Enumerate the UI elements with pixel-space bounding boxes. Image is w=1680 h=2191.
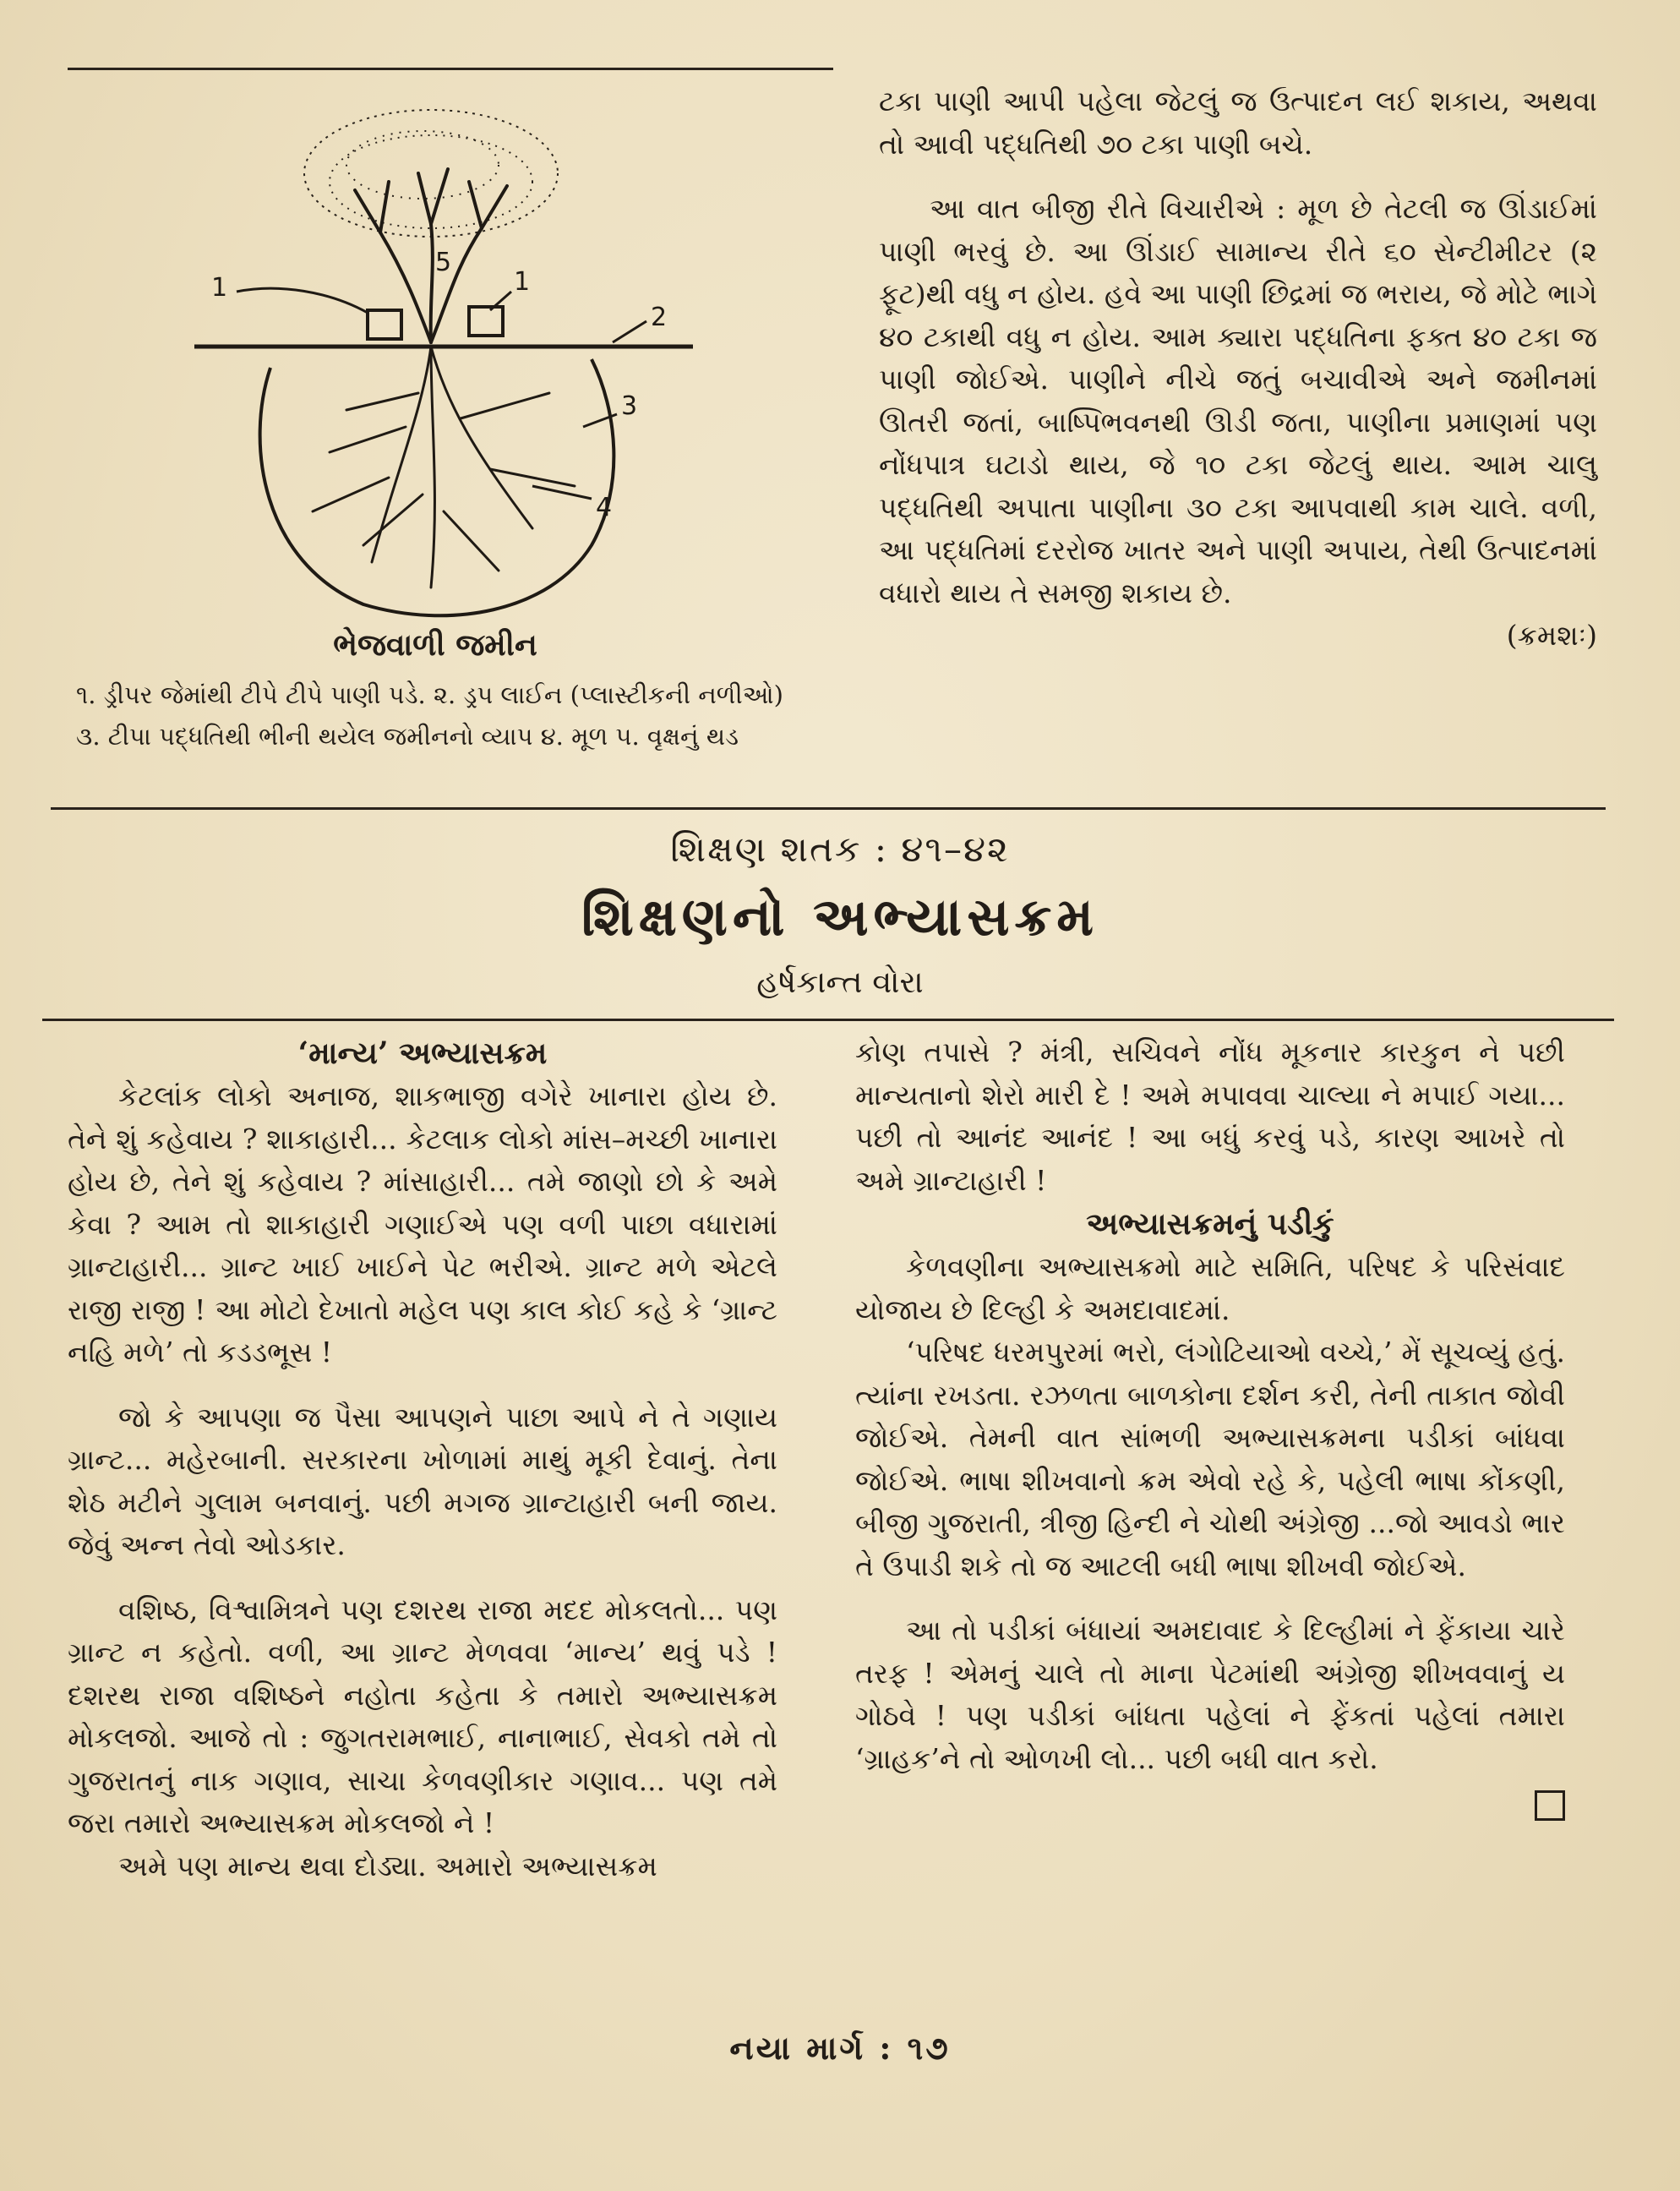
fig-label-4: 4	[596, 493, 613, 522]
section-heading-manya: ‘માન્ય’ અભ્યાસક્રમ	[297, 1035, 548, 1071]
figure-title: ભેજવાળી જમીન	[333, 627, 537, 663]
fig-label-2: 2	[651, 303, 668, 332]
fig-label-1a: 1	[211, 273, 228, 303]
left-paragraph-4: અમે પણ માન્ય થવા દોડ્યા. અમારો અભ્યાસક્રમ	[118, 1849, 657, 1882]
fig-label-3: 3	[621, 391, 638, 421]
series-heading: શિક્ષણ શતક : ૪૧–૪૨	[670, 828, 1010, 870]
continued-marker: (ક્રમશઃ)	[1506, 619, 1597, 652]
page-footer: નયા માર્ગ : ૧૭	[729, 2029, 951, 2067]
section-heading-padiku: અભ્યાસક્રમનું પડીકું	[1086, 1206, 1334, 1242]
continuation-column	[879, 80, 1597, 658]
drip-irrigation-illustration	[177, 89, 701, 621]
end-of-article-mark	[1535, 1790, 1565, 1821]
right-paragraph-4: આ તો પડીકાં બંધાયાં અમદાવાદ કે દિલ્હીમાં ને ફેંકાયા ચારે તરફ ! એમનું ચાલે તો માના પેટમાંથી અંગ્રેજી શીખવવાનું ય ગોઠવે ! પણ પડીકાં બાંધતા પહેલાં ને ફેંકતાં પહેલાં તમારા ‘ગ્રાહક’ને તો ઓળખી લો... પછી બધી વાત કરો.	[855, 1614, 1565, 1775]
left-paragraph-3: વશિષ્ઠ, વિશ્વામિત્રને પણ દશરથ રાજા મદદ મોકલતો... પણ ગ્રાન્ટ ન કહેતો. વળી, આ ગ્રાન્ટ મેળવવા ‘માન્ય’ થવું પડે ! દશરથ રાજા વશિષ્ઠને નહોતા કહેતા કે તમારો અભ્યાસક્રમ મોકલજો. આજે તો : જુગતરામભાઈ, નાનાભાઈ, સેવકો તમે તો ગુજરાતનું નાક ગણાવ, સાચા કેળવણીકાર ગણાવ... પણ તમે જરા તમારો અભ્યાસક્રમ મોકલજો ને !	[68, 1593, 777, 1839]
fig-label-1b: 1	[514, 267, 531, 297]
article-right-column	[855, 1031, 1565, 1821]
left-paragraph-1: કેટલાંક લોકો અનાજ, શાકભાજી વગેરે ખાનારા હોય છે. તેને શું કહેવાય ? શાકાહારી... કેટલાક લોકો માંસ–મચ્છી ખાનારા હોય છે, તેને શું કહેવાય ? માંસાહારી... તમે જાણો છો કે અમે કેવા ? આમ તો શાકાહારી ગણાઈએ પણ વળી પાછા વધારામાં ગ્રાન્ટાહારી... ગ્રાન્ટ ખાઈ ખાઈને પેટ ભરીએ. ગ્રાન્ટ મળે એટલે રાજી રાજી ! આ મોટો દેખાતો મહેલ પણ કાલ કોઈ કહે કે ‘ગ્રાન્ટ નહિ મળે’ તો કડડભૂસ !	[68, 1079, 777, 1369]
continuation-paragraph-2: આ વાત બીજી રીતે વિચારીએ : મૂળ છે તેટલી જ ઊંડાઈમાં પાણી ભરવું છે. આ ઊંડાઈ સામાન્ય રીતે ૬૦ સેન્ટીમીટર (૨ ફૂટ)થી વધુ ન હોય. હવે આ પાણી છિદ્રમાં જ ભરાય, જે મોટે ભાગે ૪૦ ટકાથી વધુ ન હોય. આમ ક્યારા પદ્ધતિના ફક્ત ૪૦ ટકા જ પાણી જોઈએ. પાણીને નીચે જતું બચાવીએ અને જમીનમાં ઊતરી જતાં, બાષ્પિભવનથી ઊડી જતા, પાણીના પ્રમાણમાં પણ નોંધપાત્ર ઘટાડો થાય, જે ૧૦ ટકા જેટલું થાય. આમ ચાલુ પદ્ધતિથી અપાતા પાણીના ૩૦ ટકા આપવાથી કામ ચાલે. વળી, આ પદ્ધતિમાં દરરોજ ખાતર અને પાણી અપાય, તેથી ઉત્પાદનમાં વધારો થાય તે સમજી શકાય છે.	[879, 192, 1597, 609]
article-title: શિક્ષણનો અભ્યાસક્રમ	[581, 886, 1099, 948]
article-author: હર્ષકાન્ત વોરા	[756, 964, 924, 1000]
continuation-paragraph-1: ટકા પાણી આપી પહેલા જેટલું જ ઉત્પાદન લઈ શકાય, અથવા તો આવી પદ્ધતિથી ૭૦ ટકા પાણી બચે.	[879, 85, 1597, 161]
article-left-column	[68, 1031, 777, 1888]
fig-label-5: 5	[435, 248, 452, 277]
right-paragraph-3: ‘પરિષદ ધરમપુરમાં ભરો, લંગોટિયાઓ વચ્ચે,’ મેં સૂચવ્યું હતું. ત્યાંના રખડતા. રઝળતા બાળકોના દર્શન કરી, તેની તાકાત જોવી જોઈએ. તેમની વાત સાંભળી અભ્યાસક્રમના પડીકાં બાંધવા જોઈએ. ભાષા શીખવાનો ક્રમ એવો રહે કે, પહેલી ભાષા કોંકણી, બીજી ગુજરાતી, ત્રીજી હિન્દી ને ચોથી અંગ્રેજી ...જો આવડો ભાર તે ઉપાડી શકે તો જ આટલી બધી ભાષા શીખવી જોઈએ.	[855, 1336, 1565, 1582]
top-left-rule	[68, 68, 833, 70]
right-paragraph-1: કોણ તપાસે ? મંત્રી, સચિવને નોંધ મૂકનાર કારકુન ને પછી માન્યતાનો શેરો મારી દે ! અમે મપાવવા ચાલ્યા ને મપાઈ ગયા... પછી તો આનંદ આનંદ ! આ બધું કરવું પડે, કારણ આખરે તો અમે ગ્રાન્ટાહારી !	[855, 1035, 1565, 1197]
figure-caption: ૧. ડ્રીપર જેમાંથી ટીપે ટીપે પાણી પડે. ૨. ડ્રપ લાઈન (પ્લાસ્ટીકની નળીઓ) ૩. ટીપા પદ્ધતિથી ભીની થયેલ જમીનનો વ્યાપ ૪. મૂળ ૫. વૃક્ષનું થડ	[76, 680, 783, 751]
section-divider-top	[51, 807, 1606, 810]
left-paragraph-2: જો કે આપણા જ પૈસા આપણને પાછા આપે ને તે ગણાય ગ્રાન્ટ... મહેરબાની. સરકારના ખોળામાં માથું મૂકી દેવાનું. તેના શેઠ મટીને ગુલામ બનવાનું. પછી મગજ ગ્રાન્ટાહારી બની જાય. જેવું અન્ન તેવો ઓડકાર.	[68, 1400, 777, 1561]
right-paragraph-2: કેળવણીના અભ્યાસક્રમો માટે સમિતિ, પરિષદ કે પરિસંવાદ યોજાય છે દિલ્હી કે અમદાવાદમાં.	[855, 1250, 1565, 1326]
section-divider-bottom	[42, 1019, 1614, 1021]
